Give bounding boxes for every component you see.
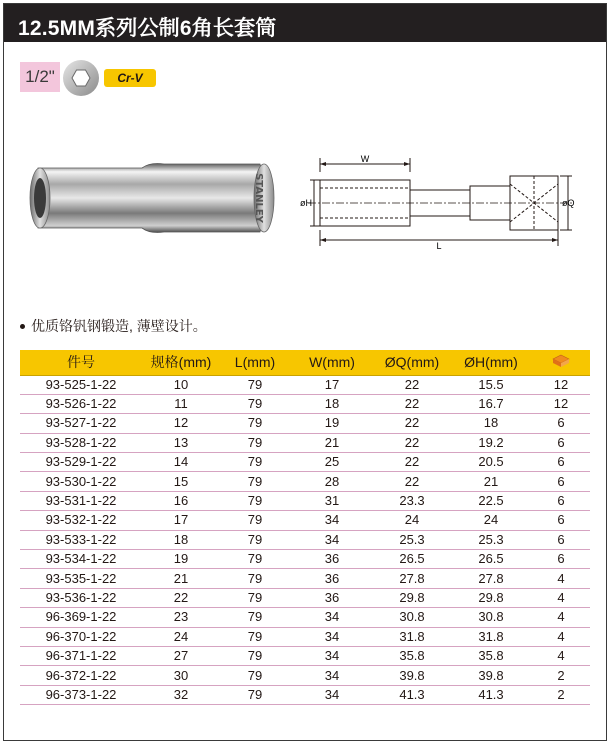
cell-h-diameter: 26.5 <box>450 550 532 569</box>
table-row <box>20 414 590 433</box>
cell-length: 79 <box>220 666 290 685</box>
cell-q-diameter: 22 <box>374 375 450 394</box>
cell-width: 34 <box>290 685 374 704</box>
cell-length: 79 <box>220 685 290 704</box>
cell-q-diameter: 22 <box>374 394 450 413</box>
cell-size: 15 <box>142 472 220 491</box>
cell-pack-qty: 6 <box>532 472 590 491</box>
cell-part-no: 93-531-1-22 <box>20 491 142 510</box>
cell-h-diameter: 27.8 <box>450 569 532 588</box>
cell-pack-qty: 6 <box>532 433 590 452</box>
cell-size: 14 <box>142 453 220 472</box>
cell-part-no: 96-372-1-22 <box>20 666 142 685</box>
feature-text: 优质铬钒钢锻造, 薄壁设计。 <box>31 318 207 334</box>
cell-length: 79 <box>220 646 290 665</box>
cell-length: 79 <box>220 491 290 510</box>
cell-part-no: 93-535-1-22 <box>20 569 142 588</box>
cell-q-diameter: 22 <box>374 414 450 433</box>
label-w: W <box>360 154 370 164</box>
cell-q-diameter: 27.8 <box>374 569 450 588</box>
cell-part-no: 93-533-1-22 <box>20 530 142 549</box>
table-row <box>20 588 590 607</box>
cell-part-no: 93-529-1-22 <box>20 453 142 472</box>
cell-part-no: 96-370-1-22 <box>20 627 142 646</box>
cell-width: 34 <box>290 511 374 530</box>
label-l: L <box>436 241 442 250</box>
table-row <box>20 491 590 510</box>
cell-h-diameter: 29.8 <box>450 588 532 607</box>
cell-part-no: 93-528-1-22 <box>20 433 142 452</box>
cell-size: 22 <box>142 588 220 607</box>
header-pack <box>532 350 590 375</box>
cell-size: 13 <box>142 433 220 452</box>
cell-length: 79 <box>220 550 290 569</box>
cell-width: 21 <box>290 433 374 452</box>
cell-pack-qty: 6 <box>532 414 590 433</box>
cell-h-diameter: 15.5 <box>450 375 532 394</box>
cell-size: 10 <box>142 375 220 394</box>
cell-h-diameter: 20.5 <box>450 453 532 472</box>
cell-h-diameter: 19.2 <box>450 433 532 452</box>
hexagon-icon <box>61 58 101 98</box>
cell-part-no: 96-373-1-22 <box>20 685 142 704</box>
package-icon <box>552 354 570 368</box>
cell-width: 34 <box>290 666 374 685</box>
header-h-diameter: ØH(mm) <box>450 350 532 375</box>
cell-width: 34 <box>290 608 374 627</box>
table-header-row <box>20 350 590 375</box>
cell-length: 79 <box>220 511 290 530</box>
cell-pack-qty: 6 <box>532 550 590 569</box>
table-row <box>20 394 590 413</box>
cell-size: 27 <box>142 646 220 665</box>
cell-size: 16 <box>142 491 220 510</box>
cell-width: 36 <box>290 550 374 569</box>
drive-size-badge: 1/2" <box>20 62 60 92</box>
cell-size: 12 <box>142 414 220 433</box>
header-length: L(mm) <box>220 350 290 375</box>
cell-pack-qty: 4 <box>532 608 590 627</box>
cell-size: 21 <box>142 569 220 588</box>
cell-part-no: 93-525-1-22 <box>20 375 142 394</box>
cell-q-diameter: 30.8 <box>374 608 450 627</box>
cell-length: 79 <box>220 414 290 433</box>
cell-width: 25 <box>290 453 374 472</box>
cell-width: 17 <box>290 375 374 394</box>
cell-q-diameter: 22 <box>374 433 450 452</box>
cell-width: 34 <box>290 530 374 549</box>
cell-length: 79 <box>220 627 290 646</box>
cell-size: 11 <box>142 394 220 413</box>
material-badge: Cr-V <box>104 69 156 87</box>
cell-width: 34 <box>290 627 374 646</box>
cell-length: 79 <box>220 530 290 549</box>
cell-size: 23 <box>142 608 220 627</box>
cell-q-diameter: 23.3 <box>374 491 450 510</box>
cell-size: 19 <box>142 550 220 569</box>
cell-q-diameter: 25.3 <box>374 530 450 549</box>
cell-width: 31 <box>290 491 374 510</box>
cell-size: 30 <box>142 666 220 685</box>
cell-h-diameter: 18 <box>450 414 532 433</box>
cell-h-diameter: 21 <box>450 472 532 491</box>
cell-pack-qty: 4 <box>532 588 590 607</box>
cell-pack-qty: 6 <box>532 491 590 510</box>
cell-q-diameter: 31.8 <box>374 627 450 646</box>
cell-q-diameter: 41.3 <box>374 685 450 704</box>
cell-h-diameter: 16.7 <box>450 394 532 413</box>
table-row <box>20 530 590 549</box>
label-oq: øQ <box>562 198 575 208</box>
cell-length: 79 <box>220 453 290 472</box>
cell-pack-qty: 12 <box>532 375 590 394</box>
cell-pack-qty: 6 <box>532 453 590 472</box>
cell-length: 79 <box>220 608 290 627</box>
header-q-diameter: ØQ(mm) <box>374 350 450 375</box>
cell-size: 32 <box>142 685 220 704</box>
title-bar <box>4 4 606 42</box>
cell-pack-qty: 12 <box>532 394 590 413</box>
cell-pack-qty: 4 <box>532 569 590 588</box>
header-part-no: 件号 <box>20 350 142 375</box>
feature-bullet <box>20 316 207 336</box>
cell-size: 24 <box>142 627 220 646</box>
cell-q-diameter: 29.8 <box>374 588 450 607</box>
cell-part-no: 93-527-1-22 <box>20 414 142 433</box>
cell-pack-qty: 6 <box>532 511 590 530</box>
table-row <box>20 646 590 665</box>
cell-h-diameter: 41.3 <box>450 685 532 704</box>
table-row <box>20 666 590 685</box>
table-row <box>20 608 590 627</box>
cell-pack-qty: 6 <box>532 530 590 549</box>
cell-pack-qty: 2 <box>532 666 590 685</box>
cell-size: 18 <box>142 530 220 549</box>
cell-length: 79 <box>220 588 290 607</box>
cell-q-diameter: 22 <box>374 472 450 491</box>
cell-h-diameter: 31.8 <box>450 627 532 646</box>
cell-part-no: 93-536-1-22 <box>20 588 142 607</box>
table-row <box>20 550 590 569</box>
table-row <box>20 685 590 704</box>
cell-q-diameter: 24 <box>374 511 450 530</box>
table-row <box>20 375 590 394</box>
table-row <box>20 472 590 491</box>
photo-brand-mark: STANLEY <box>253 173 264 223</box>
cell-length: 79 <box>220 569 290 588</box>
cell-width: 18 <box>290 394 374 413</box>
cell-length: 79 <box>220 472 290 491</box>
cell-width: 36 <box>290 569 374 588</box>
cell-h-diameter: 25.3 <box>450 530 532 549</box>
cell-width: 19 <box>290 414 374 433</box>
cell-part-no: 93-534-1-22 <box>20 550 142 569</box>
cell-h-diameter: 30.8 <box>450 608 532 627</box>
cell-pack-qty: 4 <box>532 627 590 646</box>
table-row <box>20 627 590 646</box>
cell-part-no: 96-369-1-22 <box>20 608 142 627</box>
page-title: 12.5MM系列公制6角长套筒 <box>18 17 277 40</box>
cell-part-no: 93-526-1-22 <box>20 394 142 413</box>
cell-q-diameter: 22 <box>374 453 450 472</box>
cell-part-no: 93-532-1-22 <box>20 511 142 530</box>
cell-q-diameter: 26.5 <box>374 550 450 569</box>
header-size: 规格(mm) <box>142 350 220 375</box>
dimension-drawing <box>298 150 588 250</box>
cell-length: 79 <box>220 433 290 452</box>
cell-width: 28 <box>290 472 374 491</box>
spec-table <box>20 350 590 705</box>
header-width: W(mm) <box>290 350 374 375</box>
cell-q-diameter: 39.8 <box>374 666 450 685</box>
cell-pack-qty: 2 <box>532 685 590 704</box>
cell-q-diameter: 35.8 <box>374 646 450 665</box>
cell-width: 36 <box>290 588 374 607</box>
cell-part-no: 96-371-1-22 <box>20 646 142 665</box>
cell-part-no: 93-530-1-22 <box>20 472 142 491</box>
cell-width: 34 <box>290 646 374 665</box>
cell-size: 17 <box>142 511 220 530</box>
label-oh: øH <box>300 198 312 208</box>
cell-h-diameter: 39.8 <box>450 666 532 685</box>
cell-length: 79 <box>220 375 290 394</box>
table-row <box>20 433 590 452</box>
table-row <box>20 453 590 472</box>
cell-pack-qty: 4 <box>532 646 590 665</box>
bullet-dot-icon <box>20 324 25 329</box>
cell-length: 79 <box>220 394 290 413</box>
cell-h-diameter: 24 <box>450 511 532 530</box>
socket-photo <box>24 150 292 246</box>
cell-h-diameter: 22.5 <box>450 491 532 510</box>
table-row <box>20 569 590 588</box>
table-row <box>20 511 590 530</box>
cell-h-diameter: 35.8 <box>450 646 532 665</box>
